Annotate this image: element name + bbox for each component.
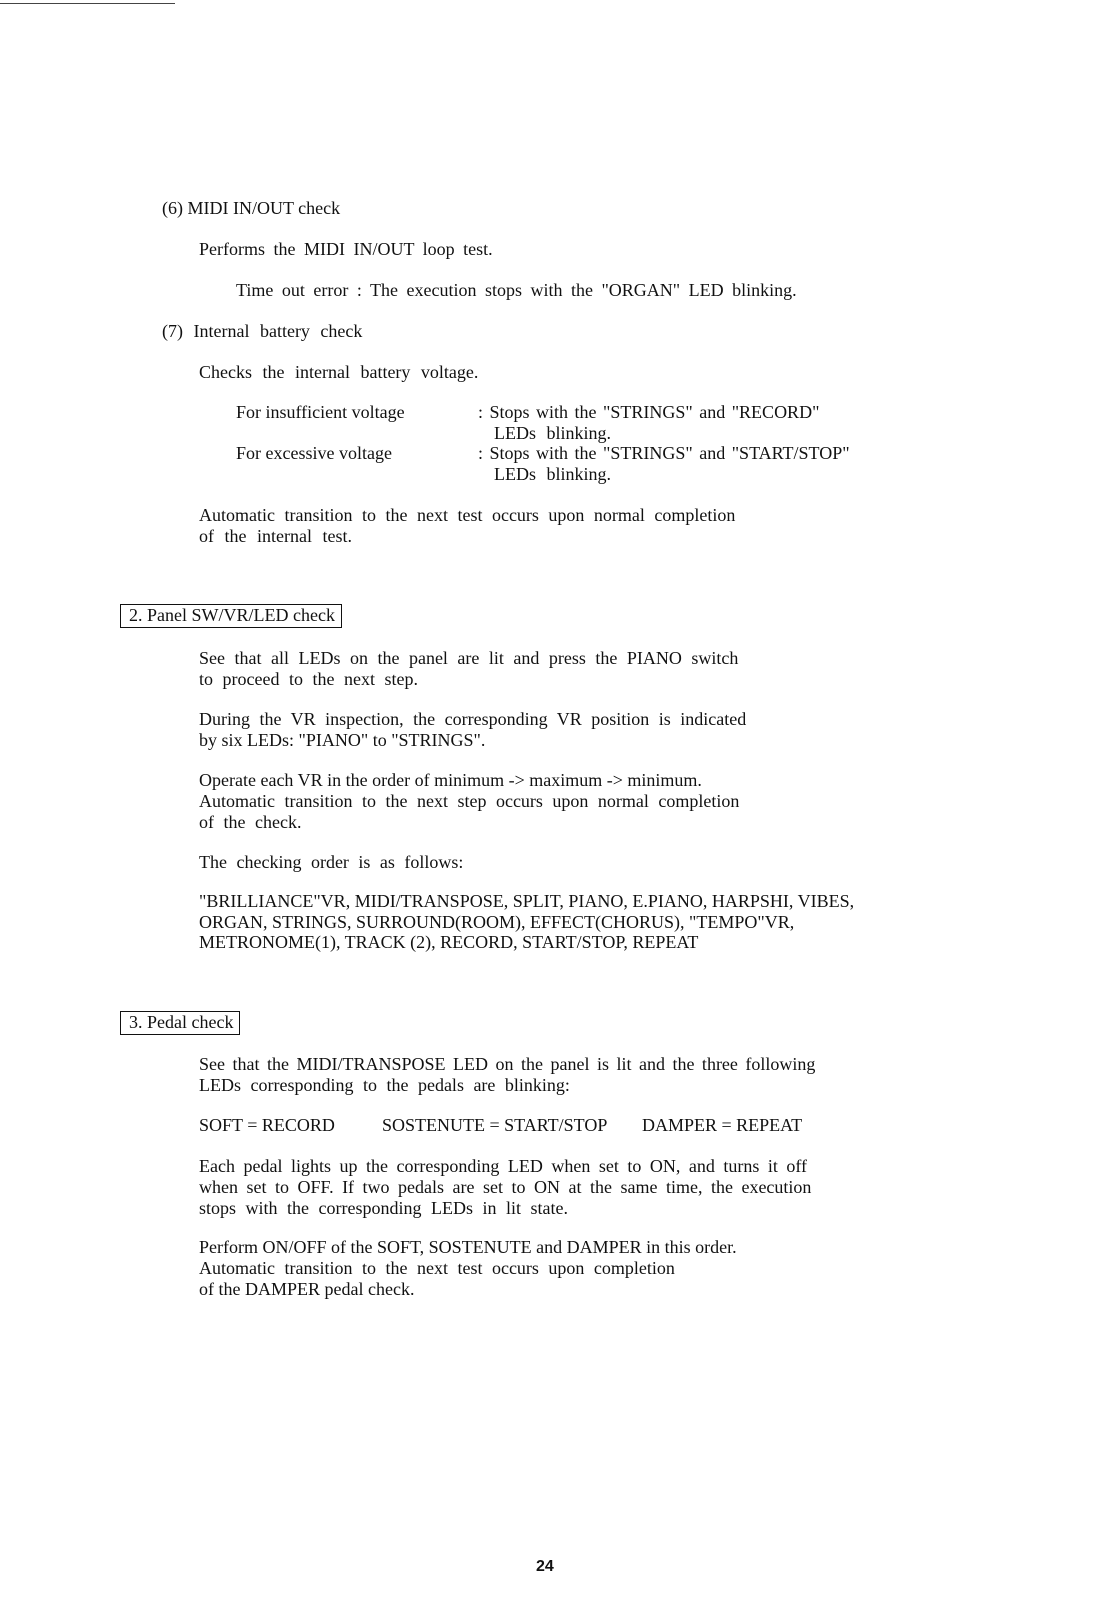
- battery-result-excessive-line1: : Stops with the "STRINGS" and "START/STOP": [478, 443, 850, 463]
- pedal-mapping-soft: SOFT = RECORD: [199, 1115, 335, 1135]
- battery-check-desc: Checks the internal battery voltage.: [199, 362, 479, 382]
- panel-check-heading: 2. Panel SW/VR/LED check: [120, 604, 342, 628]
- pedal-check-p2-line2: when set to OFF. If two pedals are set to ON at the same time, the execution: [199, 1177, 812, 1197]
- top-rule: [0, 3, 175, 4]
- battery-condition-excessive: For excessive voltage: [236, 443, 392, 463]
- panel-check-order-intro: The checking order is as follows:: [199, 852, 464, 872]
- panel-check-p2-line1: During the VR inspection, the corresponding VR position is indicated: [199, 709, 747, 729]
- midi-check-desc: Performs the MIDI IN/OUT loop test.: [199, 239, 493, 259]
- battery-condition-insufficient: For insufficient voltage: [236, 402, 405, 422]
- panel-check-p3-line1: Operate each VR in the order of minimum -> maximum -> minimum.: [199, 770, 702, 790]
- pedal-mapping-damper: DAMPER = REPEAT: [642, 1115, 803, 1135]
- battery-transition-line1: Automatic transition to the next test occurs upon normal completion: [199, 505, 736, 525]
- battery-result-insufficient-line2: LEDs blinking.: [494, 423, 611, 443]
- panel-check-p1-line1: See that all LEDs on the panel are lit and press the PIANO switch: [199, 648, 739, 668]
- panel-check-order-line1: "BRILLIANCE"VR, MIDI/TRANSPOSE, SPLIT, PIANO, E.PIANO, HARPSHI, VIBES,: [199, 891, 855, 911]
- midi-check-heading: (6) MIDI IN/OUT check: [162, 198, 341, 218]
- midi-check-error: Time out error : The execution stops with the "ORGAN" LED blinking.: [236, 280, 797, 300]
- panel-check-p1-line2: to proceed to the next step.: [199, 669, 418, 689]
- pedal-check-p1-line2: LEDs corresponding to the pedals are blinking:: [199, 1075, 570, 1095]
- pedal-check-p3-line1: Perform ON/OFF of the SOFT, SOSTENUTE and DAMPER in this order.: [199, 1237, 737, 1257]
- battery-transition-line2: of the internal test.: [199, 526, 352, 546]
- panel-check-p3-line3: of the check.: [199, 812, 302, 832]
- panel-check-order-line3: METRONOME(1), TRACK (2), RECORD, START/STOP, REPEAT: [199, 932, 699, 952]
- pedal-check-p1-line1: See that the MIDI/TRANSPOSE LED on the panel is lit and the three following: [199, 1054, 816, 1074]
- battery-check-heading: (7) Internal battery check: [162, 321, 363, 341]
- panel-check-order-line2: ORGAN, STRINGS, SURROUND(ROOM), EFFECT(CHORUS), "TEMPO"VR,: [199, 912, 795, 932]
- pedal-check-p3-line3: of the DAMPER pedal check.: [199, 1279, 415, 1299]
- pedal-check-heading: 3. Pedal check: [120, 1011, 240, 1035]
- pedal-mapping-sostenute: SOSTENUTE = START/STOP: [382, 1115, 608, 1135]
- pedal-check-p2-line3: stops with the corresponding LEDs in lit state.: [199, 1198, 568, 1218]
- pedal-check-p3-line2: Automatic transition to the next test occurs upon completion: [199, 1258, 675, 1278]
- pedal-check-p2-line1: Each pedal lights up the corresponding LED when set to ON, and turns it off: [199, 1156, 808, 1176]
- panel-check-p3-line2: Automatic transition to the next step occurs upon normal completion: [199, 791, 740, 811]
- battery-result-insufficient-line1: : Stops with the "STRINGS" and "RECORD": [478, 402, 820, 422]
- battery-result-excessive-line2: LEDs blinking.: [494, 464, 611, 484]
- panel-check-p2-line2: by six LEDs: "PIANO" to "STRINGS".: [199, 730, 486, 750]
- page-number: 24: [536, 1558, 554, 1575]
